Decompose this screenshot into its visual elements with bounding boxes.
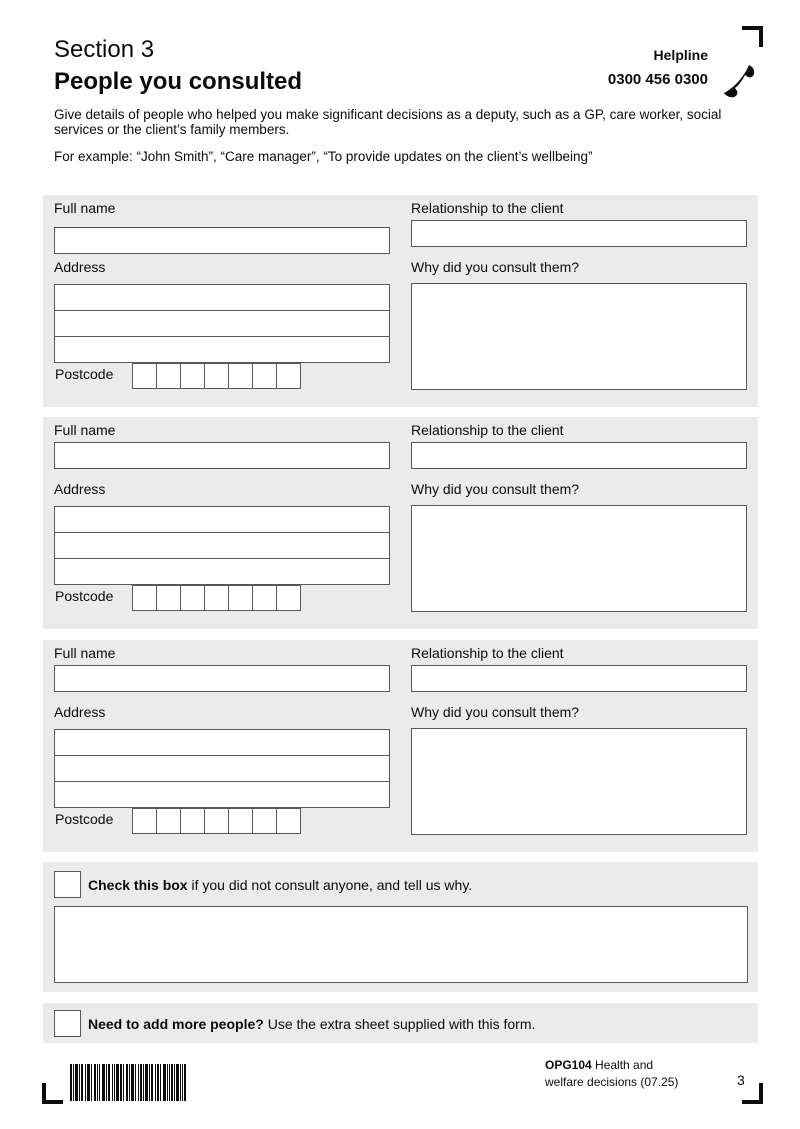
more-people-checkbox[interactable] <box>54 1010 81 1037</box>
relationship-input[interactable] <box>411 665 747 692</box>
address-label: Address <box>54 259 106 275</box>
postcode-char-box[interactable] <box>276 585 301 611</box>
corner-mark-bottom-right <box>742 1083 763 1104</box>
barcode-icon <box>70 1064 186 1101</box>
address-line-input[interactable] <box>54 558 390 585</box>
postcode-input[interactable] <box>132 363 301 389</box>
address-field <box>54 729 390 808</box>
address-label: Address <box>54 481 106 497</box>
intro-description: Give details of people who helped you make significant decisions as a deputy, such as a GP, care worker, social services or the client’s family members. <box>54 107 722 137</box>
no-consult-checkbox[interactable] <box>54 871 81 898</box>
no-consult-bold: Check this box <box>88 877 188 893</box>
no-consult-text <box>88 877 472 893</box>
more-people-bold: Need to add more people? <box>88 1016 264 1032</box>
postcode-char-box[interactable] <box>276 808 301 834</box>
address-line-input[interactable] <box>54 755 390 782</box>
postcode-char-box[interactable] <box>156 808 181 834</box>
section-label: Section 3 <box>54 36 155 63</box>
postcode-char-box[interactable] <box>156 585 181 611</box>
address-label: Address <box>54 704 106 720</box>
no-consult-section <box>43 862 758 992</box>
more-people-rest: Use the extra sheet supplied with this form. <box>263 1016 536 1032</box>
address-line-input[interactable] <box>54 781 390 808</box>
more-people-section <box>43 1003 758 1043</box>
helpline-number: 0300 456 0300 <box>607 71 708 88</box>
address-line-input[interactable] <box>54 310 390 337</box>
address-line-input[interactable] <box>54 729 390 756</box>
address-field <box>54 284 390 363</box>
postcode-input[interactable] <box>132 585 301 611</box>
relationship-label: Relationship to the client <box>411 645 564 661</box>
form-name-line2: welfare decisions (07.25) <box>545 1075 679 1089</box>
postcode-input[interactable] <box>132 808 301 834</box>
form-reference <box>545 1057 705 1091</box>
no-consult-reason-input[interactable] <box>54 906 748 983</box>
postcode-label: Postcode <box>55 366 114 382</box>
helpline-label: Helpline <box>653 47 708 63</box>
full-name-input[interactable] <box>54 665 390 692</box>
address-line-input[interactable] <box>54 506 390 533</box>
form-code: OPG104 <box>545 1058 592 1072</box>
postcode-label: Postcode <box>55 588 114 604</box>
postcode-char-box[interactable] <box>180 808 205 834</box>
full-name-label: Full name <box>54 422 116 438</box>
address-field <box>54 506 390 585</box>
postcode-char-box[interactable] <box>228 363 253 389</box>
postcode-char-box[interactable] <box>132 585 157 611</box>
relationship-label: Relationship to the client <box>411 422 564 438</box>
person-block <box>43 640 758 852</box>
relationship-label: Relationship to the client <box>411 200 564 216</box>
postcode-char-box[interactable] <box>252 585 277 611</box>
postcode-char-box[interactable] <box>228 585 253 611</box>
postcode-char-box[interactable] <box>204 585 229 611</box>
page-number: 3 <box>737 1072 745 1088</box>
postcode-char-box[interactable] <box>180 363 205 389</box>
why-consult-input[interactable] <box>411 505 747 612</box>
full-name-label: Full name <box>54 645 116 661</box>
why-consult-input[interactable] <box>411 728 747 835</box>
why-consult-input[interactable] <box>411 283 747 390</box>
why-consult-label: Why did you consult them? <box>411 704 580 720</box>
relationship-input[interactable] <box>411 442 747 469</box>
why-consult-label: Why did you consult them? <box>411 259 580 275</box>
person-block <box>43 195 758 407</box>
postcode-char-box[interactable] <box>228 808 253 834</box>
postcode-char-box[interactable] <box>180 585 205 611</box>
postcode-char-box[interactable] <box>204 808 229 834</box>
phone-icon <box>720 63 756 99</box>
corner-mark-top-right <box>742 26 763 47</box>
postcode-char-box[interactable] <box>156 363 181 389</box>
form-name-line1: Health and <box>591 1058 654 1072</box>
full-name-label: Full name <box>54 200 116 216</box>
postcode-char-box[interactable] <box>252 363 277 389</box>
postcode-char-box[interactable] <box>132 808 157 834</box>
intro-example: For example: “John Smith”, “Care manager”, “To provide updates on the client’s wellbeing” <box>54 149 593 164</box>
full-name-input[interactable] <box>54 227 390 254</box>
postcode-char-box[interactable] <box>252 808 277 834</box>
postcode-char-box[interactable] <box>132 363 157 389</box>
more-people-text <box>88 1016 535 1032</box>
relationship-input[interactable] <box>411 220 747 247</box>
postcode-char-box[interactable] <box>276 363 301 389</box>
no-consult-rest: if you did not consult anyone, and tell us why. <box>187 877 473 893</box>
address-line-input[interactable] <box>54 336 390 363</box>
postcode-char-box[interactable] <box>204 363 229 389</box>
postcode-label: Postcode <box>55 811 114 827</box>
corner-mark-bottom-left <box>42 1083 63 1104</box>
address-line-input[interactable] <box>54 284 390 311</box>
why-consult-label: Why did you consult them? <box>411 481 580 497</box>
page-title: People you consulted <box>54 68 303 95</box>
address-line-input[interactable] <box>54 532 390 559</box>
person-block <box>43 417 758 629</box>
full-name-input[interactable] <box>54 442 390 469</box>
